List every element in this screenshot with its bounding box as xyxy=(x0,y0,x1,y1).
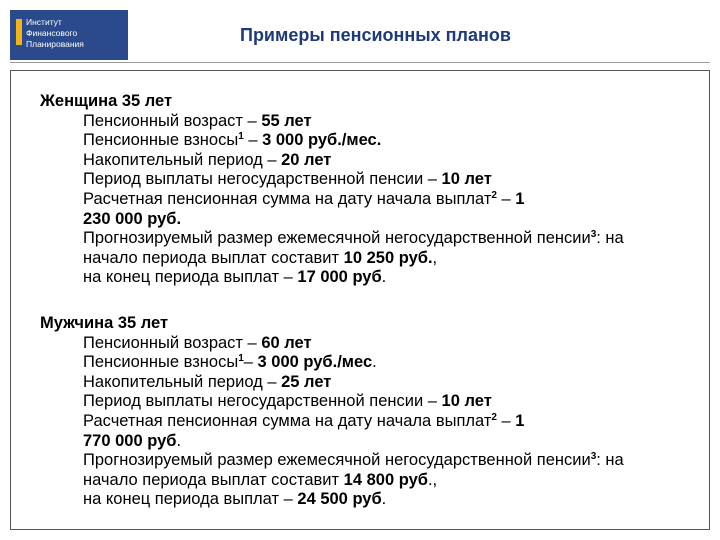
woman-pension-sum: Расчетная пенсионная сумма на дату начала выплат$^2$ – 1 230 000 руб. xyxy=(83,189,525,228)
man-plan xyxy=(40,314,638,510)
man-retirement-age: Пенсионный возраст – 60 лет xyxy=(83,333,312,352)
institute-logo xyxy=(10,10,128,60)
woman-payout-period: Период выплаты негосударственной пенсии – 10 лет xyxy=(83,170,492,189)
header-divider xyxy=(10,62,710,63)
logo-line-3: Планирования xyxy=(26,39,84,49)
logo-mark-icon xyxy=(16,19,22,45)
woman-contributions: Пенсионные взносы$^1$ – 3 000 руб./мес. xyxy=(83,131,382,150)
man-pension-sum: Расчетная пенсионная сумма на дату начала выплат$^2$ – 1 770 000 руб. xyxy=(83,411,525,450)
man-accumulation-period: Накопительный период – 25 лет xyxy=(83,372,332,391)
woman-heading: Женщина 35 лет xyxy=(40,92,173,110)
man-forecast: Прогнозируемый размер ежемесячной негосударственной пенсии$^3$: на начало периода выплат составит 14 800 руб., на конец периода выплат – 24 500 руб. xyxy=(83,451,624,509)
man-payout-period: Период выплаты негосударственной пенсии – 10 лет xyxy=(83,392,492,411)
page-title: Примеры пенсионных планов xyxy=(240,25,511,45)
woman-forecast: Прогнозируемый размер ежемесячной негосударственной пенсии$^3$: на начало периода выплат составит 10 250 руб., на конец периода выплат – 17 000 руб. xyxy=(83,229,624,287)
woman-plan xyxy=(40,92,638,288)
logo-line-2: Финансового xyxy=(26,28,78,38)
logo-text xyxy=(26,17,84,50)
man-heading: Мужчина 35 лет xyxy=(40,314,169,332)
man-contributions: Пенсионные взносы$^1$– 3 000 руб./мес. xyxy=(83,353,377,372)
woman-accumulation-period: Накопительный период – 20 лет xyxy=(83,150,332,169)
logo-line-1: Институт xyxy=(26,17,62,27)
woman-retirement-age: Пенсионный возраст – 55 лет xyxy=(83,111,312,130)
